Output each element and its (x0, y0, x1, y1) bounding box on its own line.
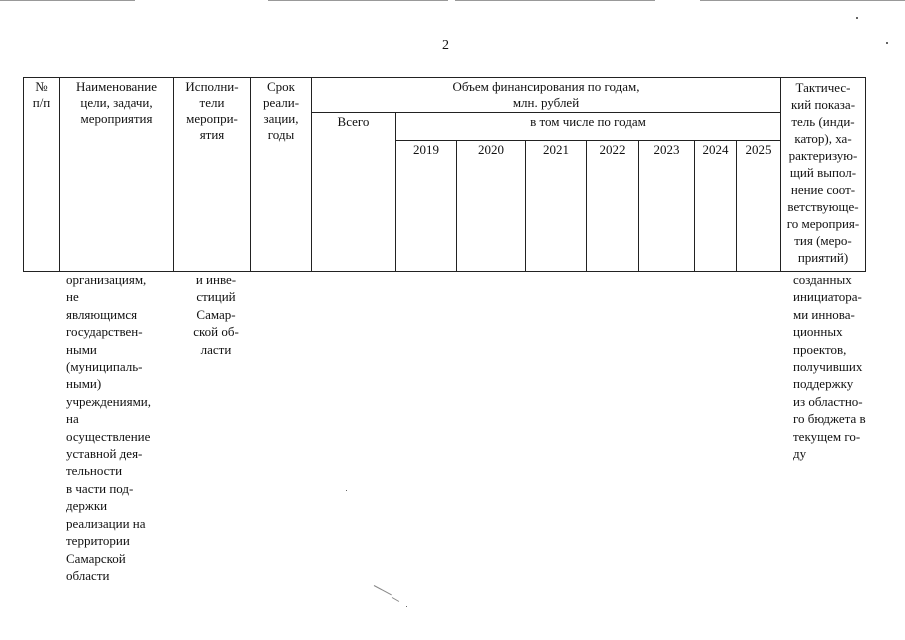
header-year-2025: 2025 (737, 141, 781, 272)
header-year-2023: 2023 (639, 141, 695, 272)
scan-edge-line (0, 0, 135, 1)
scan-edge-line (700, 0, 905, 1)
header-year-2019: 2019 (396, 141, 457, 272)
scan-edge-line (268, 0, 448, 1)
header-col-indicator: Тактичес- кий показа- тель (инди- катор), ха- рактеризую- щий выпол- нение соот- ветствующе- го мероприя- тия (меро- приятий) (781, 78, 866, 272)
financing-table-header (23, 77, 866, 272)
header-col-total: Всего (312, 113, 396, 272)
header-col-name: Наименование цели, задачи, мероприятия (60, 78, 174, 272)
header-col-number: № п/п (24, 78, 60, 272)
header-year-2021: 2021 (526, 141, 587, 272)
scan-speck (856, 17, 858, 19)
header-year-2024: 2024 (695, 141, 737, 272)
header-col-term: Срок реали- зации, годы (251, 78, 312, 272)
scan-speck (346, 490, 347, 491)
header-col-executors: Исполни- тели меропри- ятия (174, 78, 251, 272)
header-col-financing: Объем финансирования по годам, млн. рублей (312, 78, 781, 113)
scan-speck (886, 42, 888, 44)
scan-scratch (392, 597, 399, 602)
continuation-indicator-text: созданных инициатора- ми иннова- ционных проектов, получивших поддержку из областно- го бюджета в текущем го- ду (793, 272, 866, 462)
continuation-executors-text: и инве- стиций Самар- ской об- ласти (193, 272, 239, 357)
header-col-including-years: в том числе по годам (396, 113, 781, 141)
continuation-name-text: организациям, не являющимся государствен- ными (муниципаль- ными) учреждениями, на осуществление уставной дея- тельности в части под- держки реализации на территории Самарской области (66, 272, 152, 583)
header-year-2020: 2020 (457, 141, 526, 272)
scan-scratch (374, 585, 392, 595)
page-number: 2 (442, 38, 449, 53)
header-year-2022: 2022 (587, 141, 639, 272)
scan-speck (406, 606, 407, 607)
scan-edge-line (455, 0, 655, 1)
